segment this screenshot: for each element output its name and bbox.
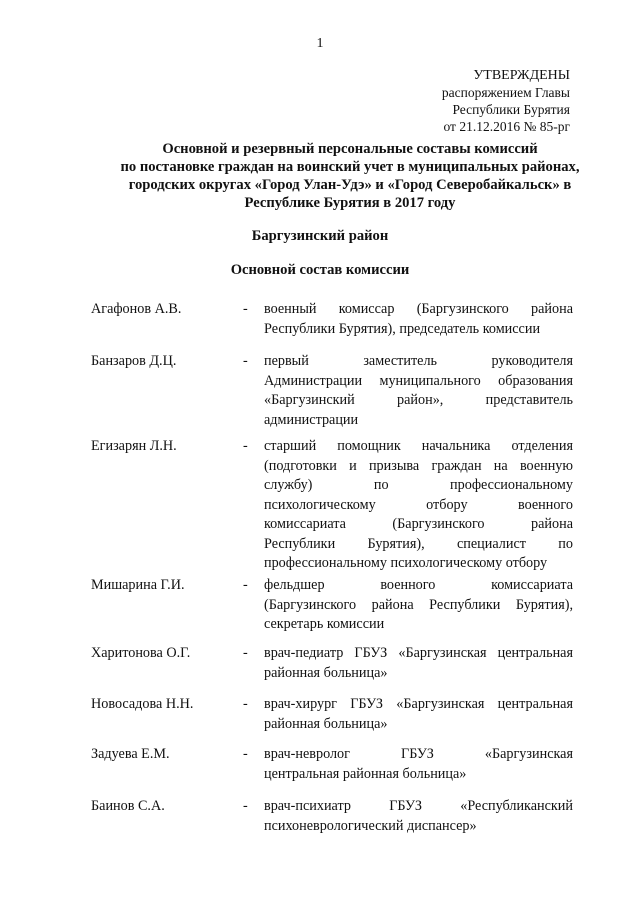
approval-date-line: от 21.12.2016 № 85-рг — [443, 119, 570, 134]
member-dash: - — [243, 353, 248, 369]
member-description-line: врач-педиатр ГБУЗ «Баргузинская центральная — [264, 645, 573, 661]
member-description — [264, 644, 573, 683]
member-description-line: первый заместитель руководителя — [264, 353, 573, 369]
title-line-2: по постановке граждан на воинский учет в муниципальных районах, — [120, 159, 580, 175]
member-description-line: (подготовки и призыва граждан на военную — [264, 457, 573, 474]
member-description — [264, 300, 573, 339]
member-dash: - — [243, 645, 248, 661]
member-name: Новосадова Н.Н. — [91, 696, 194, 712]
member-dash: - — [243, 746, 248, 762]
member-description-line: Администрации муниципального образования — [264, 372, 573, 389]
member-name: Харитонова О.Г. — [91, 645, 191, 661]
member-description-line: (Баргузинского района Республики Бурятия), — [264, 596, 573, 613]
member-description-line: старший помощник начальника отделения — [264, 438, 573, 454]
title-line-1: Основной и резервный персональные составы комиссий — [162, 141, 538, 157]
member-description-line: профессиональному психологическому отбору — [264, 555, 548, 571]
page-number: 1 — [316, 36, 324, 51]
member-dash: - — [243, 301, 248, 317]
member-description-line: психоневрологический диспансер» — [264, 817, 477, 834]
approval-republic-line: Республики Бурятия — [452, 102, 570, 117]
member-description-line: центральная районная больница» — [264, 765, 467, 782]
document-title — [60, 140, 640, 212]
member-description — [264, 576, 573, 635]
member-description-line: районная больница» — [264, 715, 388, 732]
member-dash: - — [243, 438, 248, 454]
member-description-line: психологическому отбору военного — [264, 496, 573, 513]
member-name: Банзаров Д.Ц. — [91, 353, 177, 369]
member-name: Мишарина Г.И. — [91, 577, 185, 593]
member-dash: - — [243, 696, 248, 712]
member-description-line: комиссариата (Баргузинского района — [264, 516, 573, 532]
member-name: Егизарян Л.Н. — [91, 438, 177, 454]
member-description-line: военный комиссар (Баргузинского района — [264, 301, 573, 317]
member-description-line: врач-невролог ГБУЗ «Баргузинская — [264, 746, 573, 762]
member-description-line: врач-психиатр ГБУЗ «Республиканский — [264, 798, 573, 814]
member-description-line: районная больница» — [264, 664, 388, 681]
approval-stamp — [442, 67, 570, 135]
title-line-3: городских округах «Город Улан-Удэ» и «Город Северобайкальск» в — [128, 177, 572, 193]
member-description-line: фельдшер военного комиссариата — [264, 577, 573, 593]
member-dash: - — [243, 798, 248, 814]
district-heading: Баргузинский район — [251, 228, 389, 244]
member-description-line: секретарь комиссии — [264, 616, 385, 632]
member-description-line: службу) по профессиональному — [264, 477, 573, 493]
section-heading: Основной состав комиссии — [230, 262, 410, 278]
member-name: Агафонов А.В. — [91, 301, 182, 317]
member-description — [264, 797, 573, 836]
member-name: Баинов С.А. — [91, 798, 165, 814]
member-description-line: Республики Бурятия), специалист по — [264, 535, 573, 552]
member-description-line: «Баргузинский район», представитель — [264, 392, 573, 408]
member-dash: - — [243, 577, 248, 593]
approval-order-line: распоряжением Главы — [441, 85, 570, 100]
title-line-4: Республике Бурятия в 2017 году — [244, 195, 456, 211]
member-description — [264, 695, 573, 734]
member-description-line: администрации — [264, 411, 359, 428]
member-description-line: Республики Бурятия), председатель комиссии — [264, 320, 541, 337]
member-name: Задуева Е.М. — [91, 746, 170, 762]
member-description — [264, 745, 573, 784]
member-description — [264, 352, 573, 430]
approval-heading: УТВЕРЖДЕНЫ — [473, 68, 570, 83]
member-description — [264, 437, 573, 574]
member-description-line: врач-хирург ГБУЗ «Баргузинская центральная — [264, 696, 573, 712]
